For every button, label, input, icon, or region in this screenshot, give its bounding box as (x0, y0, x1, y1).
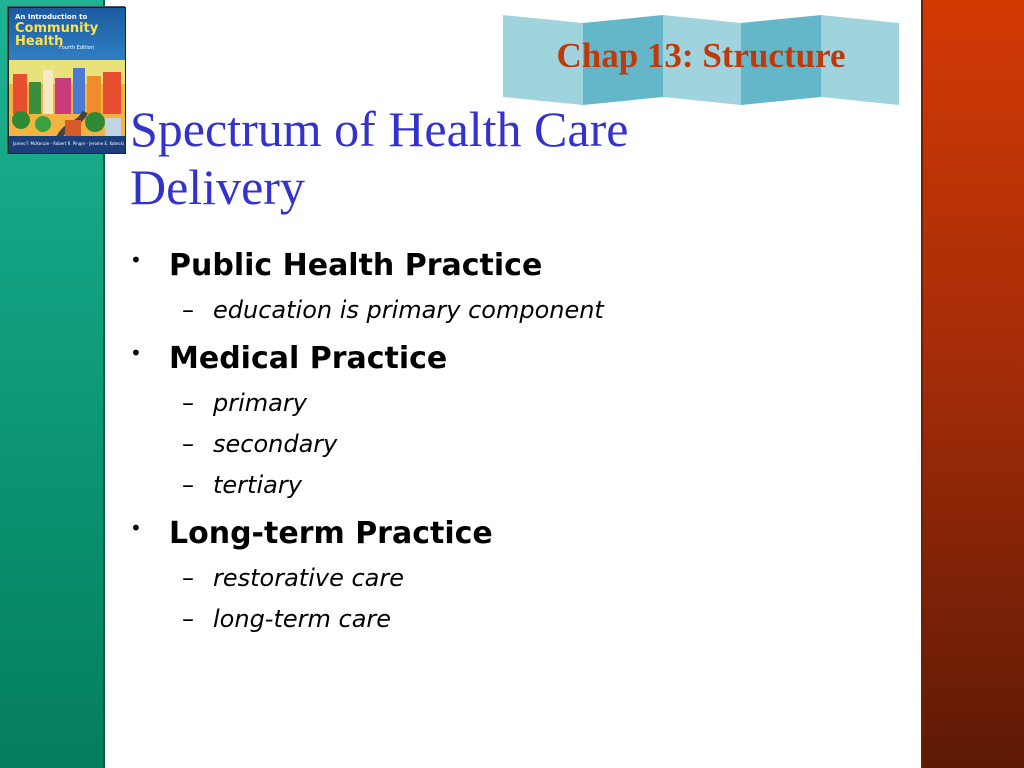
book-title-line1: An Introduction to (15, 13, 88, 21)
sub-bullet-label: long-term care (213, 605, 392, 633)
chapter-title: Chap 13: Structure (556, 36, 846, 75)
bullet-list (130, 244, 910, 640)
sub-bullet-label: education is primary component (213, 296, 604, 324)
bullet-dot: • (130, 516, 142, 540)
sub-bullet-dash: – (182, 471, 194, 499)
slide-title (130, 100, 910, 216)
sub-bullet-dash: – (182, 389, 194, 417)
sub-bullet-label: secondary (213, 430, 338, 458)
city-illustration (9, 60, 125, 138)
sub-bullet-label: primary (213, 389, 307, 417)
bullet-dot: • (130, 248, 142, 272)
bullet-label: Medical Practice (169, 341, 448, 376)
sub-bullet-item (130, 465, 910, 506)
bullet-label: Public Health Practice (169, 248, 543, 283)
slide-title-line1: Spectrum of Health Care (130, 101, 629, 157)
book-title-line2: Community (15, 21, 99, 36)
sub-bullet-dash: – (182, 605, 194, 633)
sub-bullet-label: restorative care (213, 564, 405, 592)
slide-title-line2: Delivery (130, 159, 305, 215)
sub-bullet-dash: – (182, 430, 194, 458)
right-accent-bar (921, 0, 1024, 768)
bullet-label: Long-term Practice (169, 516, 493, 551)
book-cover-header (9, 8, 125, 60)
book-cover-image (7, 6, 125, 154)
book-edition: Fourth Edition (59, 45, 94, 51)
sub-bullet-item (130, 383, 910, 424)
bullet-item (130, 244, 910, 290)
bullet-dot: • (130, 341, 142, 365)
book-cover-footer (9, 136, 125, 153)
sub-bullet-item (130, 424, 910, 465)
sub-bullet-dash: – (182, 564, 194, 592)
bullet-item (130, 512, 910, 558)
bullet-item (130, 337, 910, 383)
sub-bullet-item (130, 558, 910, 599)
book-authors: James F. McKenzie · Robert R. Pinger · Jerome E. Kotecki (13, 141, 125, 146)
sub-bullet-dash: – (182, 296, 194, 324)
sub-bullet-label: tertiary (213, 471, 302, 499)
book-cover (8, 7, 126, 154)
sub-bullet-item (130, 290, 910, 331)
book-title-line3: Health (15, 34, 64, 49)
sub-bullet-item (130, 599, 910, 640)
